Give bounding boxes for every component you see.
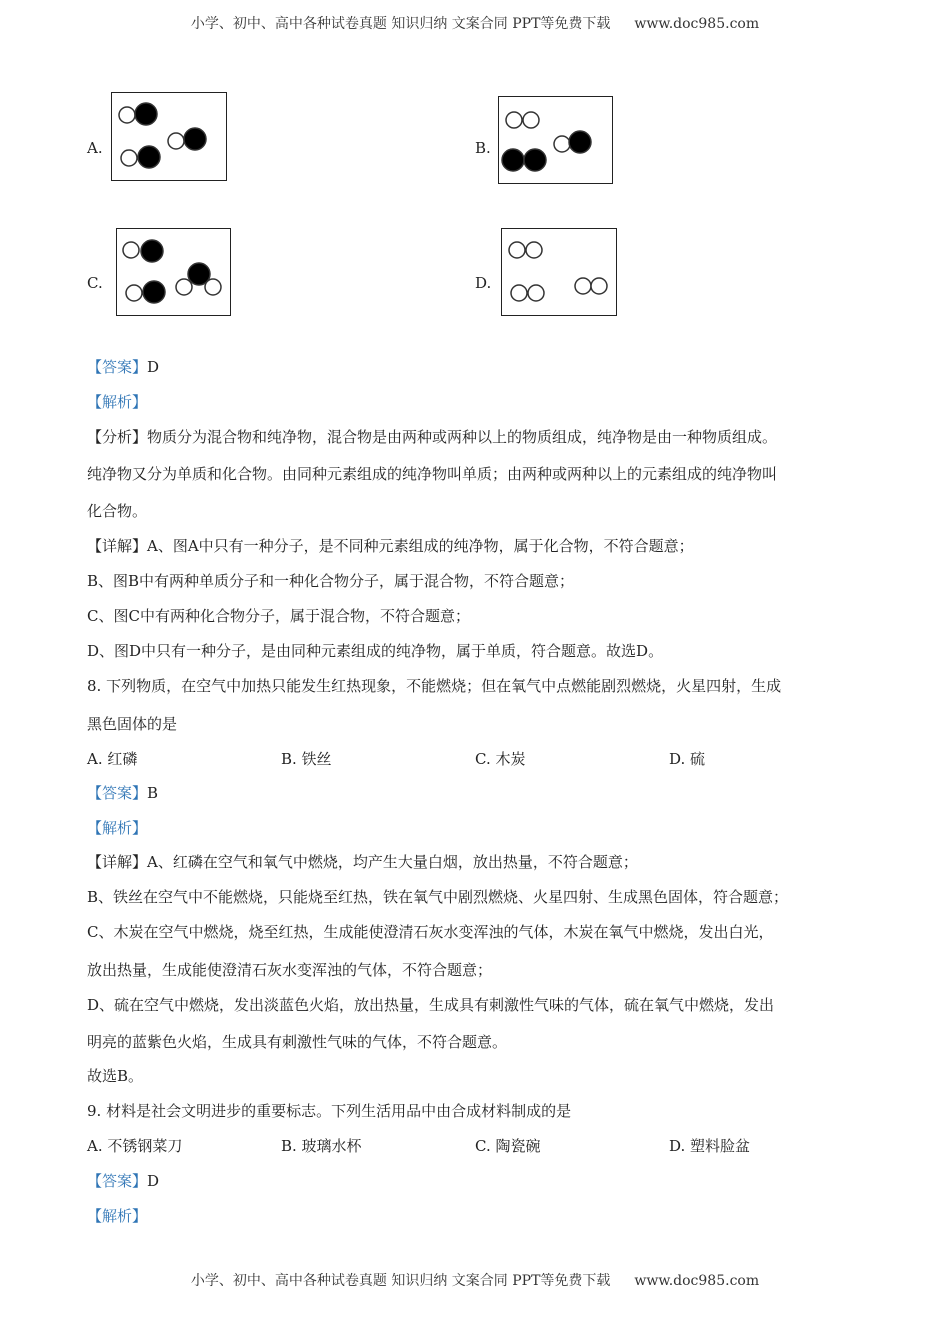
text-line: 纯净物又分为单质和化合物。由同种元素组成的纯净物叫单质；由两种或两种以上的元素组成的纯净物叫 (87, 465, 778, 483)
molecule-a2 (121, 146, 160, 168)
text-line: 化合物。 (87, 502, 148, 520)
option-label-b: B. (475, 139, 491, 157)
molecule-a1 (119, 103, 157, 125)
detail-line (87, 536, 694, 556)
answer-value: D (147, 1172, 160, 1190)
q8-option-d: D. 硫 (669, 750, 706, 768)
text-line: A、红磷在空气和氧气中燃烧，均产生大量白烟，放出热量，不符合题意； (147, 853, 638, 871)
answer-line (87, 1171, 159, 1191)
q9-option-d: D. 塑料脸盆 (669, 1137, 751, 1155)
question-9: 9. 材料是社会文明进步的重要标志。下列生活用品中由合成材料制成的是 (87, 1102, 572, 1120)
text-line: A、图A中只有一种分子，是不同种元素组成的纯净物，属于化合物，不符合题意； (147, 537, 694, 555)
molecule-b2 (502, 149, 546, 171)
detail-tag: 【详解】 (87, 537, 148, 555)
answer-line (87, 357, 159, 377)
text-line: C、图C中有两种化合物分子，属于混合物，不符合题意； (87, 607, 470, 625)
option-label-c: C. (87, 274, 103, 292)
footer-url[interactable]: www.doc985.com (634, 1273, 760, 1289)
molecule-c1 (123, 240, 163, 262)
fenxi-line (87, 427, 777, 447)
molecule-d2 (511, 285, 544, 301)
text-line: B、图B中有两种单质分子和一种化合物分子，属于混合物，不符合题意； (87, 572, 575, 590)
detail-line (87, 852, 638, 872)
analysis-tag: 【解析】 (87, 1207, 148, 1225)
molecule-c3 (176, 263, 221, 295)
analysis-tag: 【解析】 (87, 819, 148, 837)
q9-option-c: C. 陶瓷碗 (475, 1137, 541, 1155)
answer-tag: 【答案】 (87, 358, 148, 376)
q8-option-a: A. 红磷 (87, 750, 138, 768)
q8-option-c: C. 木炭 (475, 750, 526, 768)
text-line: 物质分为混合物和纯净物，混合物是由两种或两种以上的物质组成，纯净物是由一种物质组成。 (147, 428, 778, 446)
molecule-b1 (506, 112, 539, 128)
text-line: 放出热量，生成能使澄清石灰水变浑浊的气体，不符合题意； (87, 961, 493, 979)
text-line: D、硫在空气中燃烧，发出淡蓝色火焰，放出热量，生成具有刺激性气味的气体，硫在氧气中燃烧，发出 (87, 996, 775, 1014)
detail-tag: 【详解】 (87, 853, 148, 871)
header-url[interactable]: www.doc985.com (634, 16, 760, 32)
molecule-d1 (509, 242, 542, 258)
q9-option-a: A. 不锈钢菜刀 (87, 1137, 183, 1155)
text-line: D、图D中只有一种分子，是由同种元素组成的纯净物，属于单质，符合题意。故选D。 (87, 642, 664, 660)
molecule-c2 (126, 281, 165, 303)
header-text: 小学、初中、高中各种试卷真题 知识归纳 文案合同 PPT等免费下载 (190, 16, 611, 32)
text-line: 明亮的蓝紫色火焰，生成具有刺激性气味的气体，不符合题意。 (87, 1033, 508, 1051)
molecule-d3 (575, 278, 607, 294)
answer-value: B (147, 784, 159, 802)
footer-text: 小学、初中、高中各种试卷真题 知识归纳 文案合同 PPT等免费下载 (190, 1273, 611, 1289)
question-8-cont: 黑色固体的是 (87, 715, 178, 733)
answer-tag: 【答案】 (87, 784, 148, 802)
molecule-b3 (554, 131, 591, 153)
text-line: 故选B。 (87, 1067, 144, 1085)
option-label-a: A. (87, 139, 103, 157)
molecule-a3 (168, 128, 206, 150)
q9-option-b: B. 玻璃水杯 (281, 1137, 362, 1155)
molecule-diagrams (0, 0, 950, 340)
answer-tag: 【答案】 (87, 1172, 148, 1190)
analysis-tag: 【解析】 (87, 393, 148, 411)
option-label-d: D. (475, 274, 492, 292)
text-line: B、铁丝在空气中不能燃烧，只能烧至红热，铁在氧气中剧烈燃烧、火星四射、生成黑色固体，符合题意； (87, 888, 789, 906)
text-line: C、木炭在空气中燃烧，烧至红热，生成能使澄清石灰水变浑浊的气体，木炭在氧气中燃烧，发出白光， (87, 923, 774, 941)
page-footer (0, 1270, 950, 1290)
fenxi-tag: 【分析】 (87, 428, 148, 446)
answer-line (87, 783, 158, 803)
q8-option-b: B. 铁丝 (281, 750, 332, 768)
question-8: 8. 下列物质，在空气中加热只能发生红热现象，不能燃烧；但在氧气中点燃能剧烈燃烧，火星四射，生成 (87, 677, 782, 695)
answer-value: D (147, 358, 160, 376)
